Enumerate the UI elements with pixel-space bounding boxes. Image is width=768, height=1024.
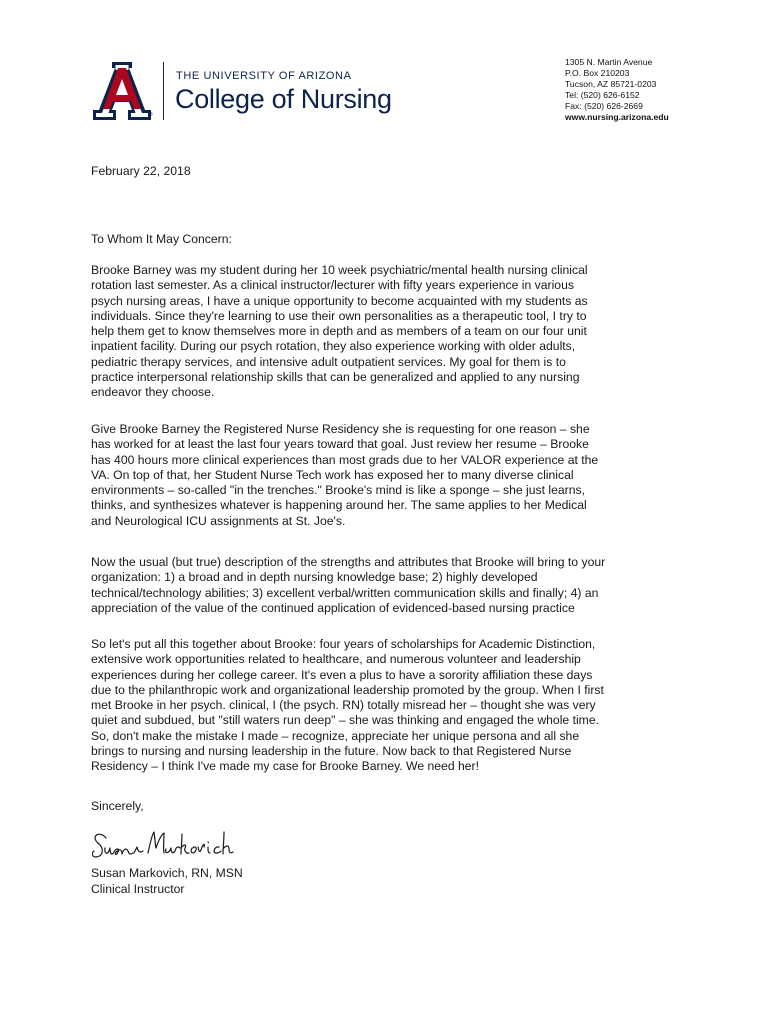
paragraph-line: thinks, and synthesizes whatever is happening around her. The same applies to her Medical: [91, 498, 587, 513]
paragraph-line: extensive work opportunities related to healthcare, and numerous volunteer and leadership: [91, 652, 581, 667]
paragraph-line: experiences during her college career. It's even a plus to have a sorority affiliation these days: [91, 667, 593, 682]
paragraph-line: inpatient facility. During our psych rotation, they also experience working with older adults,: [91, 339, 576, 354]
paragraph-line: has 400 hours more clinical experiences than most grads due to her VALOR experience at the: [91, 452, 599, 467]
signer-title: Clinical Instructor: [91, 882, 185, 896]
paragraph-line: So, don't make the mistake I made – recognize, appreciate her unique persona and all she: [91, 728, 580, 743]
paragraph-4: [91, 637, 691, 775]
address-tel: Tel: (520) 626-6152: [565, 90, 640, 100]
paragraph-line: brings to nursing and nursing leadership in the future. Now back to that Registered Nurse: [91, 744, 572, 759]
university-of-arizona-logo: [90, 62, 154, 120]
college-name: College of Nursing: [175, 84, 392, 114]
paragraph-line: help them get to know themselves more in depth and as members of a team on our four unit: [91, 324, 587, 339]
signer-name: Susan Markovich, RN, MSN: [91, 866, 243, 880]
paragraph-line: Give Brooke Barney the Registered Nurse Residency she is requesting for one reason – she: [91, 422, 590, 436]
letter-closing: Sincerely,: [91, 799, 144, 813]
registered-trademark: ®: [149, 112, 153, 118]
paragraph-line: Residency – I think I've made my case for Brooke Barney. We need her!: [91, 759, 479, 774]
address-city: Tucson, AZ 85721-0203: [565, 79, 657, 89]
signature-image: [92, 826, 282, 866]
letter-salutation: To Whom It May Concern:: [91, 232, 232, 246]
paragraph-line: rotation last semester. As a clinical instructor/lecturer with fifty years experience in various: [91, 278, 574, 293]
address-website: www.nursing.arizona.edu: [565, 112, 669, 122]
paragraph-line: endeavor they choose.: [91, 385, 215, 400]
paragraph-line: due to the philanthropic work and organizational leadership promoted by the group. When I first: [91, 682, 604, 697]
paragraph-line: quiet and subdued, but "still waters run deep" – she was thinking and engaged the whole time.: [91, 713, 599, 728]
paragraph-line: appreciation of the value of the continued application of evidenced-based nursing practice: [91, 600, 575, 615]
letter-date: February 22, 2018: [91, 164, 191, 178]
paragraph-1: [91, 263, 691, 401]
paragraph-line: VA. On top of that, her Student Nurse Tech work has exposed her to many diverse clinical: [91, 467, 574, 482]
paragraph-line: met Brooke in her psych. clinical, I (the psych. RN) totally misread her – thought she was very: [91, 698, 596, 713]
letterhead-divider: [163, 62, 164, 120]
paragraph-line: organization: 1) a broad and in depth nursing knowledge base; 2) highly developed: [91, 570, 538, 585]
paragraph-2: [91, 422, 691, 529]
address-street: 1305 N. Martin Avenue: [565, 57, 653, 67]
paragraph-line: technical/technology abilities; 3) excellent verbal/written communication skills and finally; 4) an: [91, 585, 599, 600]
paragraph-3: [91, 555, 691, 616]
paragraph-line: practice interpersonal relationship skills that can be generalized and applied to any nursing: [91, 370, 580, 385]
paragraph-line: individuals. Since they're learning to use their own personalities as a therapeutic tool, I try to: [91, 308, 587, 323]
paragraph-line: and Neurological ICU assignments at St. Joe's.: [91, 513, 346, 528]
address-po-box: P.O. Box 210203: [565, 68, 630, 78]
paragraph-line: So let's put all this together about Brooke: four years of scholarships for Academic Distinction,: [91, 637, 596, 651]
paragraph-line: pediatric therapy services, and intensive adult outpatient services. My goal for them is to: [91, 354, 566, 369]
university-name: THE UNIVERSITY OF ARIZONA: [176, 70, 352, 82]
address-fax: Fax: (520) 626-2669: [565, 101, 643, 111]
paragraph-line: has worked for at least the last four years toward that goal. Just review her resume – Brooke: [91, 437, 589, 452]
paragraph-line: environments – so-called "in the trenches." Brooke's mind is like a sponge – she just learns,: [91, 483, 585, 498]
paragraph-line: Brooke Barney was my student during her 10 week psychiatric/mental health nursing clinical: [91, 263, 588, 277]
paragraph-line: Now the usual (but true) description of the strengths and attributes that Brooke will bring to your: [91, 555, 606, 569]
address-block: [565, 57, 669, 123]
paragraph-line: psych nursing areas, I have a unique opportunity to become acquainted with my students as: [91, 293, 588, 308]
